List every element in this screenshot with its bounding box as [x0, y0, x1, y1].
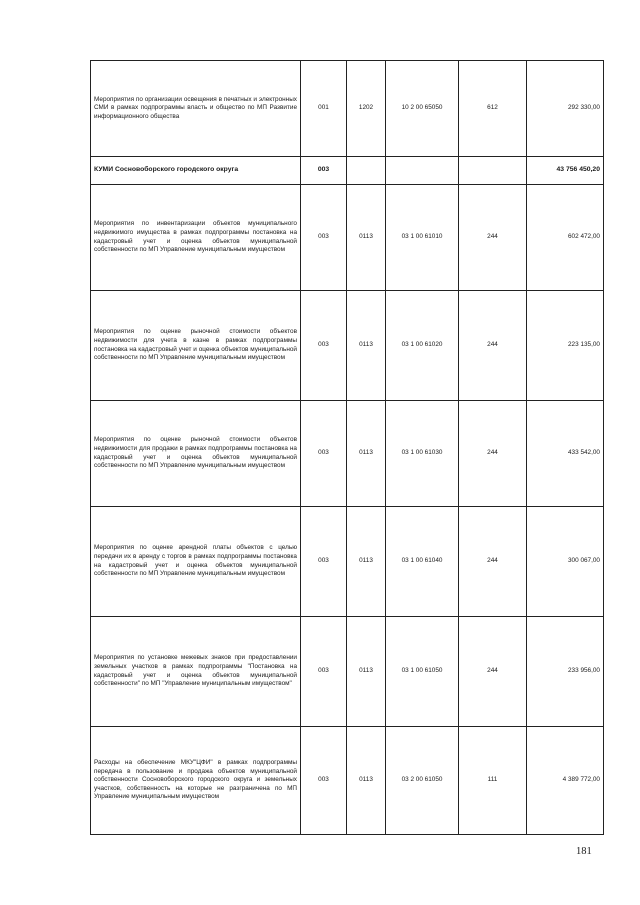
row-target-code: 03 1 00 61010 — [386, 185, 459, 291]
row-target-code: 03 1 00 61050 — [386, 617, 459, 727]
row-amount: 233 956,00 — [527, 617, 604, 727]
row-section-code: 1202 — [347, 61, 386, 157]
row-admin-code: 001 — [301, 61, 347, 157]
row-description: Расходы на обеспечение МКУ"ЦФИ" в рамках подпрограммы передача в пользование и продажа объектов муниципальной собственности Сосновоборского городского округа и земельных участков, собственность на которые не разграничена по МП Управление муниципальным имуществом — [91, 727, 301, 835]
row-expense-type: 111 — [459, 727, 527, 835]
table-row — [91, 617, 604, 727]
row-admin-code: 003 — [301, 401, 347, 507]
table-row — [91, 401, 604, 507]
row-section-code: 0113 — [347, 401, 386, 507]
row-target-code: 03 2 00 61050 — [386, 727, 459, 835]
table-row — [91, 185, 604, 291]
row-description: Мероприятия по оценке арендной платы объектов с целью передачи их в аренду с торгов в рамках подпрограммы постановка на кадастровый учет и оценка объектов муниципальной собственности по МП Управление муниципальным имуществом — [91, 507, 301, 617]
row-amount: 433 542,00 — [527, 401, 604, 507]
row-description: Мероприятия по оценке рыночной стоимости объектов недвижимости для продажи в рамках подпрограммы постановка на кадастровый учет и оценка объектов муниципальной собственности по МП Управление муниципальным имуществом — [91, 401, 301, 507]
row-target-code: 03 1 00 61020 — [386, 291, 459, 401]
row-amount: 4 389 772,00 — [527, 727, 604, 835]
row-description: Мероприятия по оценке рыночной стоимости объектов недвижимости для учета в казне в рамках подпрограммы постановка на кадастровый учет и оценка объектов муниципальной собственности по МП Управление муниципальным имуществом — [91, 291, 301, 401]
row-amount: 292 330,00 — [527, 61, 604, 157]
row-expense-type: 244 — [459, 185, 527, 291]
row-target-code: 03 1 00 61030 — [386, 401, 459, 507]
row-admin-code: 003 — [301, 507, 347, 617]
row-section-code: 0113 — [347, 507, 386, 617]
row-expense-type: 612 — [459, 61, 527, 157]
row-amount: 43 756 450,20 — [527, 157, 604, 185]
row-target-code — [386, 157, 459, 185]
row-amount: 223 135,00 — [527, 291, 604, 401]
row-description: Мероприятия по инвентаризации объектов муниципального недвижимого имущества в рамках подпрограммы постановка на кадастровый учет и оценка объектов муниципальной собственности по МП Управление муниципальным имуществом — [91, 185, 301, 291]
table-row — [91, 61, 604, 157]
row-expense-type: 244 — [459, 291, 527, 401]
row-admin-code: 003 — [301, 727, 347, 835]
row-amount: 300 067,00 — [527, 507, 604, 617]
row-expense-type: 244 — [459, 507, 527, 617]
row-expense-type — [459, 157, 527, 185]
row-admin-code: 003 — [301, 185, 347, 291]
row-description: Мероприятия по организации освещения в печатных и электронных СМИ в рамках подпрограммы власть и общество по МП Развитие информационного общества — [91, 61, 301, 157]
budget-table — [90, 60, 604, 835]
table-row — [91, 727, 604, 835]
row-admin-code: 003 — [301, 617, 347, 727]
budget-table-page — [90, 60, 603, 835]
row-section-code: 0113 — [347, 291, 386, 401]
table-row — [91, 507, 604, 617]
row-expense-type: 244 — [459, 617, 527, 727]
row-section-code: 0113 — [347, 185, 386, 291]
row-target-code: 03 1 00 61040 — [386, 507, 459, 617]
table-row — [91, 157, 604, 185]
page-number: 181 — [576, 846, 592, 857]
row-admin-code: 003 — [301, 157, 347, 185]
row-target-code: 10 2 00 65050 — [386, 61, 459, 157]
row-expense-type: 244 — [459, 401, 527, 507]
row-admin-code: 003 — [301, 291, 347, 401]
table-row — [91, 291, 604, 401]
row-section-code: 0113 — [347, 727, 386, 835]
row-section-code — [347, 157, 386, 185]
row-description: КУМИ Сосновоборского городского округа — [91, 157, 301, 185]
row-amount: 602 472,00 — [527, 185, 604, 291]
row-description: Мероприятия по установке межевых знаков при предоставлении земельных участков в рамках подпрограммы "Постановка на кадастровый учет и оценка объектов муниципальной собственности" по МП "Управление муниципальным имуществом" — [91, 617, 301, 727]
row-section-code: 0113 — [347, 617, 386, 727]
